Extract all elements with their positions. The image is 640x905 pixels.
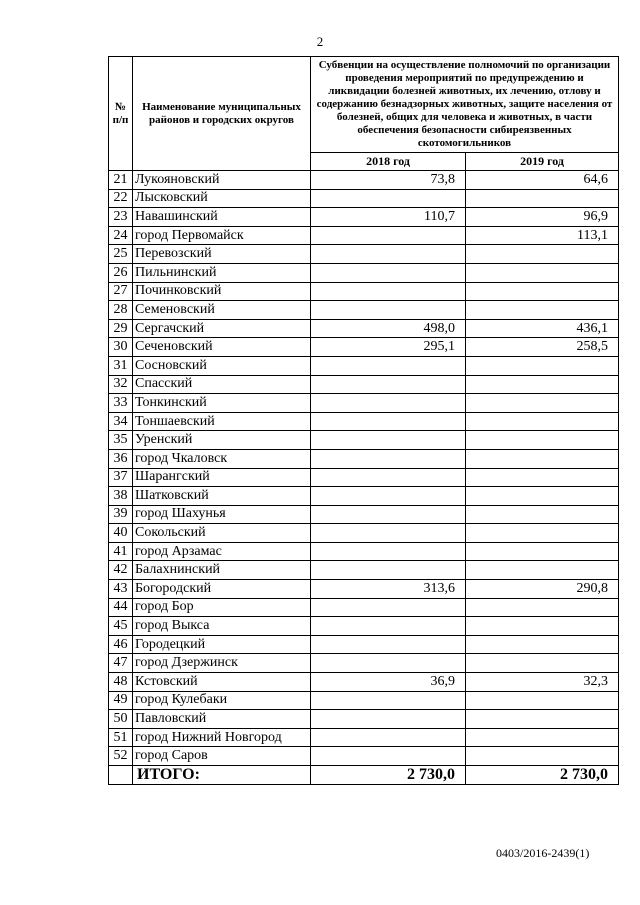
row-number: 22 <box>109 189 133 208</box>
district-name: Шатковский <box>133 487 311 506</box>
row-number: 23 <box>109 208 133 227</box>
table-row <box>109 673 619 692</box>
value-2019 <box>466 654 619 673</box>
table-row <box>109 468 619 487</box>
table-row <box>109 561 619 580</box>
total-label: ИТОГО: <box>133 766 311 785</box>
value-2019 <box>466 487 619 506</box>
row-number: 30 <box>109 338 133 357</box>
district-name: город Нижний Новгород <box>133 728 311 747</box>
value-2019 <box>466 505 619 524</box>
value-2018 <box>311 263 466 282</box>
value-2019 <box>466 691 619 710</box>
district-name: город Чкаловск <box>133 449 311 468</box>
value-2018 <box>311 747 466 766</box>
table-row <box>109 189 619 208</box>
row-number: 29 <box>109 319 133 338</box>
district-name: Лукояновский <box>133 171 311 190</box>
value-2019 <box>466 282 619 301</box>
value-2018 <box>311 394 466 413</box>
total-2019: 2 730,0 <box>466 766 619 785</box>
district-name: Семеновский <box>133 301 311 320</box>
table-row <box>109 580 619 599</box>
value-2018 <box>311 282 466 301</box>
value-2018: 498,0 <box>311 319 466 338</box>
row-number: 35 <box>109 431 133 450</box>
value-2019 <box>466 356 619 375</box>
table-row <box>109 431 619 450</box>
value-2018 <box>311 189 466 208</box>
value-2018 <box>311 468 466 487</box>
table-row <box>109 282 619 301</box>
district-name: город Шахунья <box>133 505 311 524</box>
district-name: Городецкий <box>133 635 311 654</box>
district-name: Павловский <box>133 710 311 729</box>
value-2019 <box>466 617 619 636</box>
table-row <box>109 747 619 766</box>
table-row <box>109 449 619 468</box>
district-name: город Саров <box>133 747 311 766</box>
row-number: 25 <box>109 245 133 264</box>
value-2019 <box>466 301 619 320</box>
value-2019 <box>466 245 619 264</box>
district-name: Балахнинский <box>133 561 311 580</box>
value-2019 <box>466 189 619 208</box>
district-name: город Дзержинск <box>133 654 311 673</box>
district-name: Починковский <box>133 282 311 301</box>
row-number: 31 <box>109 356 133 375</box>
district-name: Сергачский <box>133 319 311 338</box>
value-2018 <box>311 301 466 320</box>
value-2019: 436,1 <box>466 319 619 338</box>
value-2018: 73,8 <box>311 171 466 190</box>
row-number: 34 <box>109 412 133 431</box>
value-2018 <box>311 245 466 264</box>
district-name: Шарангский <box>133 468 311 487</box>
row-number: 48 <box>109 673 133 692</box>
value-2018 <box>311 375 466 394</box>
value-2019 <box>466 449 619 468</box>
value-2018 <box>311 691 466 710</box>
header-name: Наименование муниципальных районов и городских округов <box>133 57 311 171</box>
row-number: 46 <box>109 635 133 654</box>
row-number: 36 <box>109 449 133 468</box>
value-2018 <box>311 487 466 506</box>
total-num-cell <box>109 766 133 785</box>
district-name: Тонкинский <box>133 394 311 413</box>
value-2019 <box>466 561 619 580</box>
district-name: Сосновский <box>133 356 311 375</box>
district-name: город Первомайск <box>133 226 311 245</box>
row-number: 33 <box>109 394 133 413</box>
row-number: 28 <box>109 301 133 320</box>
value-2019 <box>466 263 619 282</box>
table-row <box>109 542 619 561</box>
value-2019 <box>466 431 619 450</box>
row-number: 50 <box>109 710 133 729</box>
value-2018 <box>311 561 466 580</box>
value-2018 <box>311 728 466 747</box>
value-2018: 313,6 <box>311 580 466 599</box>
value-2018 <box>311 449 466 468</box>
value-2018 <box>311 635 466 654</box>
value-2018 <box>311 356 466 375</box>
table-row <box>109 263 619 282</box>
row-number: 21 <box>109 171 133 190</box>
value-2019 <box>466 598 619 617</box>
value-2019: 32,3 <box>466 673 619 692</box>
value-2018 <box>311 431 466 450</box>
table-row <box>109 654 619 673</box>
table-row <box>109 319 619 338</box>
district-name: Сокольский <box>133 524 311 543</box>
row-number: 38 <box>109 487 133 506</box>
total-row <box>109 766 619 785</box>
total-2018: 2 730,0 <box>311 766 466 785</box>
district-name: Перевозский <box>133 245 311 264</box>
district-name: Лысковский <box>133 189 311 208</box>
district-name: Навашинский <box>133 208 311 227</box>
value-2018 <box>311 598 466 617</box>
row-number: 32 <box>109 375 133 394</box>
value-2018 <box>311 226 466 245</box>
value-2018 <box>311 524 466 543</box>
district-name: Спасский <box>133 375 311 394</box>
row-number: 42 <box>109 561 133 580</box>
value-2019 <box>466 728 619 747</box>
row-number: 26 <box>109 263 133 282</box>
district-name: Богородский <box>133 580 311 599</box>
district-name: город Бор <box>133 598 311 617</box>
table-row <box>109 710 619 729</box>
header-year-2018: 2018 год <box>311 153 466 171</box>
district-name: город Арзамас <box>133 542 311 561</box>
row-number: 47 <box>109 654 133 673</box>
table-row <box>109 487 619 506</box>
value-2018: 110,7 <box>311 208 466 227</box>
value-2018: 36,9 <box>311 673 466 692</box>
value-2018 <box>311 654 466 673</box>
table-row <box>109 691 619 710</box>
value-2018 <box>311 542 466 561</box>
table-row <box>109 505 619 524</box>
district-name: Кстовский <box>133 673 311 692</box>
table-row <box>109 356 619 375</box>
value-2018 <box>311 617 466 636</box>
value-2019: 113,1 <box>466 226 619 245</box>
row-number: 45 <box>109 617 133 636</box>
table-row <box>109 301 619 320</box>
value-2019: 64,6 <box>466 171 619 190</box>
page-number: 2 <box>316 34 324 49</box>
row-number: 52 <box>109 747 133 766</box>
row-number: 49 <box>109 691 133 710</box>
value-2019 <box>466 412 619 431</box>
district-name: Уренский <box>133 431 311 450</box>
table-row <box>109 728 619 747</box>
table-row <box>109 375 619 394</box>
value-2018 <box>311 412 466 431</box>
table-row <box>109 635 619 654</box>
value-2018: 295,1 <box>311 338 466 357</box>
value-2019 <box>466 635 619 654</box>
row-number: 41 <box>109 542 133 561</box>
row-number: 44 <box>109 598 133 617</box>
value-2019 <box>466 542 619 561</box>
value-2019 <box>466 524 619 543</box>
value-2019 <box>466 375 619 394</box>
value-2018 <box>311 505 466 524</box>
value-2019 <box>466 710 619 729</box>
row-number: 43 <box>109 580 133 599</box>
table-row <box>109 394 619 413</box>
district-name: город Кулебаки <box>133 691 311 710</box>
row-number: 40 <box>109 524 133 543</box>
table-row <box>109 171 619 190</box>
table-row <box>109 524 619 543</box>
district-name: Пильнинский <box>133 263 311 282</box>
table-row <box>109 245 619 264</box>
header-subvention: Субвенции на осуществление полномочий по организации проведения мероприятий по предупреждению и ликвидации болезней животных, их лечению, отлову и содержанию безнадзорных животных, защите населения от болезней, общих для человека и животных, в части обеспечения безопасности сибиреязвенных скотомогильников <box>311 57 619 153</box>
value-2019 <box>466 394 619 413</box>
value-2019: 96,9 <box>466 208 619 227</box>
district-name: город Выкса <box>133 617 311 636</box>
table-row <box>109 208 619 227</box>
row-number: 37 <box>109 468 133 487</box>
row-number: 51 <box>109 728 133 747</box>
table-row <box>109 412 619 431</box>
subventions-table <box>108 56 619 785</box>
row-number: 24 <box>109 226 133 245</box>
header-year-2019: 2019 год <box>466 153 619 171</box>
row-number: 39 <box>109 505 133 524</box>
table-row <box>109 226 619 245</box>
document-code: 0403/2016-2439(1) <box>496 846 590 860</box>
district-name: Сеченовский <box>133 338 311 357</box>
table-row <box>109 338 619 357</box>
district-name: Тоншаевский <box>133 412 311 431</box>
table-row <box>109 598 619 617</box>
value-2019: 290,8 <box>466 580 619 599</box>
table-row <box>109 617 619 636</box>
value-2019 <box>466 468 619 487</box>
value-2019 <box>466 747 619 766</box>
row-number: 27 <box>109 282 133 301</box>
value-2018 <box>311 710 466 729</box>
header-number: № п/п <box>109 57 133 171</box>
value-2019: 258,5 <box>466 338 619 357</box>
